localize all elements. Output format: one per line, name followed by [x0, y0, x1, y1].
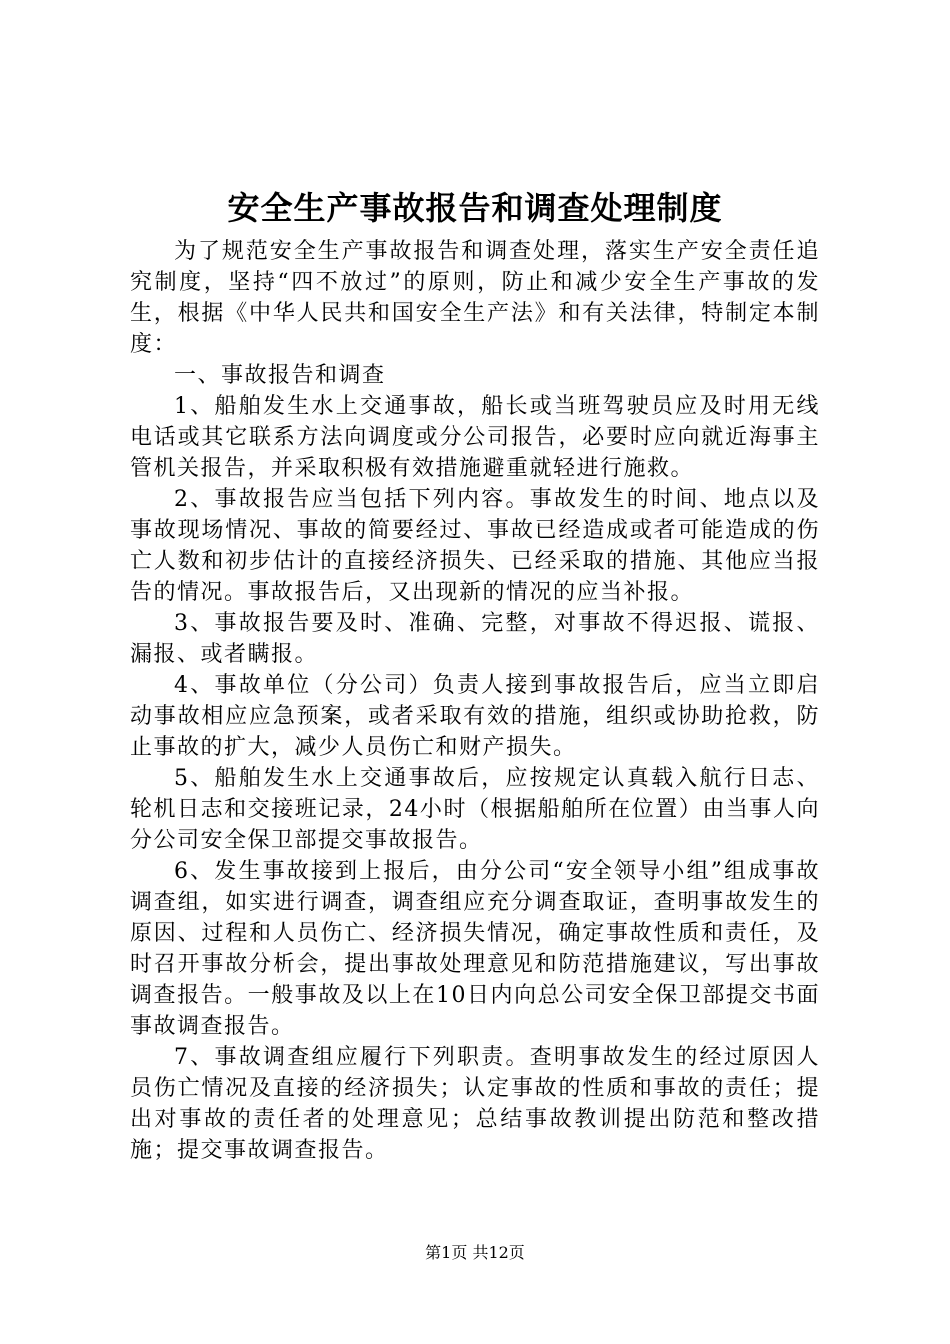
paragraph-item-2: 2、事故报告应当包括下列内容。事故发生的时间、地点以及事故现场情况、事故的简要经过、事故已经造成或者可能造成的伤亡人数和初步估计的直接经济损失、已经采取的措施、其他应当报告的情况。事故报告后，又出现新的情况的应当补报。 — [130, 487, 820, 605]
document-body — [130, 236, 820, 1166]
paragraph-intro: 为了规范安全生产事故报告和调查处理，落实生产安全责任追究制度，坚持“四不放过”的原则，防止和减少安全生产事故的发生，根据《中华人民共和国安全生产法》和有关法律，特制定本制度： — [130, 239, 820, 357]
page-number-footer: 第1页 共12页 — [425, 1243, 525, 1262]
paragraph-item-5: 5、船舶发生水上交通事故后，应按规定认真载入航行日志、轮机日志和交接班记录，24小时（根据船舶所在位置）由当事人向分公司安全保卫部提交事故报告。 — [130, 766, 820, 853]
document-title: 安全生产事故报告和调查处理制度 — [227, 189, 723, 227]
paragraph-item-1: 1、船舶发生水上交通事故，船长或当班驾驶员应及时用无线电话或其它联系方法向调度或分公司报告，必要时应向就近海事主管机关报告，并采取积极有效措施避重就轻进行施救。 — [130, 394, 820, 481]
paragraph-item-4: 4、事故单位（分公司）负责人接到事故报告后，应当立即启动事故相应应急预案，或者采取有效的措施，组织或协助抢救，防止事故的扩大，减少人员伤亡和财产损失。 — [130, 673, 820, 760]
paragraph-item-6: 6、发生事故接到上报后，由分公司“安全领导小组”组成事故调查组，如实进行调查，调查组应充分调查取证，查明事故发生的原因、过程和人员伤亡、经济损失情况，确定事故性质和责任，及时召开事故分析会，提出事故处理意见和防范措施建议，写出事故调查报告。一般事故及以上在10日内向总公司安全保卫部提交书面事故调查报告。 — [130, 859, 820, 1039]
paragraph-item-7: 7、事故调查组应履行下列职责。查明事故发生的经过原因人员伤亡情况及直接的经济损失；认定事故的性质和事故的责任；提出对事故的责任者的处理意见；总结事故教训提出防范和整改措施；提交事故调查报告。 — [130, 1045, 820, 1163]
section-heading: 一、事故报告和调查 — [174, 363, 386, 388]
paragraph-item-3: 3、事故报告要及时、准确、完整，对事故不得迟报、谎报、漏报、或者瞒报。 — [130, 611, 820, 667]
